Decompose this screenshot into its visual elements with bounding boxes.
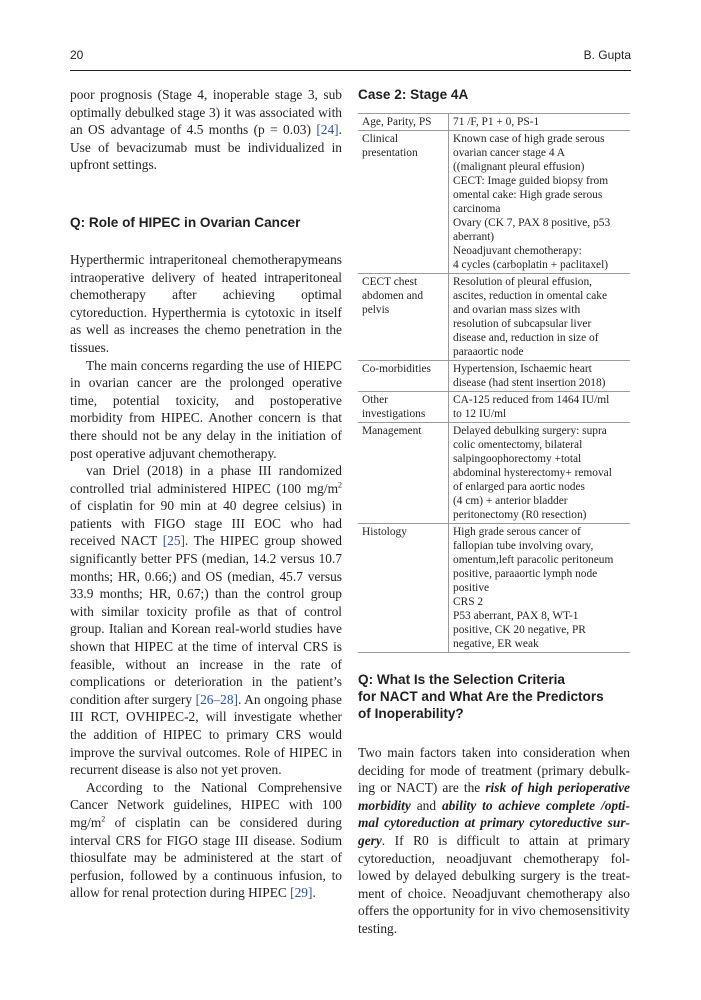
- table-key-line: pelvis: [362, 304, 390, 316]
- table-value-line: positive, CK 20 negative, PR: [453, 624, 586, 636]
- table-value-line: to 12 IU/ml: [453, 408, 507, 420]
- page-header: [70, 46, 631, 71]
- table-value-cell: [449, 524, 631, 653]
- table-value-line: ascites, reduction in omental cake: [453, 290, 608, 302]
- table-value-line: peritonectomy (R0 resection): [453, 509, 587, 521]
- table-value-line: CECT: Image guided biopsy from: [453, 175, 609, 187]
- table-value-line: negative, ER weak: [453, 638, 539, 650]
- table-value-line: P53 aberrant, PAX 8, WT-1: [453, 610, 579, 622]
- table-key-line: Co-morbidities: [362, 363, 431, 375]
- running-head: B. Gupta: [583, 48, 631, 62]
- table-value-line: High grade serous cancer of: [453, 526, 581, 538]
- table-value-line: CA-125 reduced from 1464 IU/ml: [453, 394, 610, 406]
- table-value-line: carcinoma: [453, 203, 501, 215]
- right-column: [358, 86, 630, 938]
- citation-link[interactable]: [25]: [162, 533, 185, 549]
- table-key-line: Management: [362, 425, 422, 437]
- table-value-line: (4 cm) + anterior bladder: [453, 495, 568, 507]
- table-value-cell: [449, 131, 631, 274]
- left-column: [70, 86, 342, 902]
- table-value-line: Ovary (CK 7, PAX 8 positive, p53: [453, 217, 611, 229]
- table-value-cell: [449, 392, 631, 423]
- table-value-line: and ovarian mass sizes with: [453, 304, 581, 316]
- paragraph-selection-criteria: Two main factors taken into consideration when deciding for mode of treatment (primary debulking or NACT) are the risk of high perioperative morbidity and ability to achieve complete /optimal cytoreduction at primary cytoreductive surgery. If R0 is difficult to attain at primary cytoreduction, neoadjuvant chemotherapy followed by delayed debulking surgery is the treatment of choice. Neoadjuvant chemotherapy also offers the opportunity for in vivo chemosensitivity testing.: [358, 745, 631, 936]
- table-value-line: 4 cycles (carboplatin + paclitaxel): [453, 259, 609, 271]
- citation-link[interactable]: [24]: [316, 122, 339, 138]
- paragraph-nccn: According to the National Comprehensive Cancer Network guidelines, HIPEC with 100 $mg/m^2$ of cisplatin can be considered during interval CRS for FIGO stage III disease. Sodium thiosulfate may be administered at the start of perfusion, followed by a continuous infusion, to allow for renal protection during HIPEC [29].: [70, 779, 342, 901]
- table-key-line: Age, Parity, PS: [362, 116, 432, 128]
- table-value-cell: [449, 423, 631, 524]
- table-key-line: Clinical: [362, 133, 399, 145]
- table-value-line: Delayed debulking surgery: supra: [453, 425, 607, 437]
- table-value-line: omental cake: High grade serous: [453, 189, 603, 201]
- table-key-cell: [358, 423, 449, 524]
- table-value-line: paraaortic node: [453, 346, 524, 358]
- table-key-cell: [358, 524, 449, 653]
- table-value-line: Known case of high grade serous: [453, 133, 605, 145]
- citation-link[interactable]: [29]: [290, 885, 313, 901]
- table-key-cell: [358, 114, 449, 131]
- table-row: [358, 131, 630, 274]
- table-key-cell: [358, 361, 449, 392]
- table-value-line: of enlarged para aortic nodes: [453, 481, 585, 493]
- table-value-line: salpingoophorectomy +total: [453, 453, 582, 465]
- section-heading-selection-criteria: Q: What Is the Selection Criteria for NACT and What Are the Predictors of Inoperability?: [358, 672, 604, 721]
- case-title: Case 2: Stage 4A: [358, 87, 469, 102]
- table-value-line: fallopian tube involving ovary,: [453, 540, 594, 552]
- table-value-cell: [449, 361, 631, 392]
- table-key-cell: [358, 392, 449, 423]
- table-key-line: Histology: [362, 526, 407, 538]
- table-value-cell: [449, 114, 631, 131]
- table-value-cell: [449, 274, 631, 361]
- table-row: [358, 524, 630, 653]
- case-table: [358, 113, 630, 653]
- table-value-line: omentum,left paracolic peritoneum: [453, 554, 614, 566]
- paragraph-hipec-definition: Hyperthermic intraperitoneal chemotherapymeans intraoperative delivery of heated intraperitoneal chemotherapy after achieving optimal cytoreduction. Hyperthermia is cytotoxic in itself as well as increases the chemo penetration in the tissues.: [70, 251, 342, 355]
- table-value-line: positive: [453, 582, 490, 594]
- table-value-line: colic omentectomy, bilateral: [453, 439, 583, 451]
- table-key-line: Other: [362, 394, 388, 406]
- paragraph-hipec-concerns: The main concerns regarding the use of HIEPC in ovarian cancer are the prolonged operative time, potential toxicity, and postoperative morbidity from HIPEC. Another concern is that there should not be any delay in the initiation of post operative adjuvant chemotherapy.: [70, 357, 342, 461]
- table-value-line: Neoadjuvant chemotherapy:: [453, 245, 582, 257]
- table-key-cell: [358, 131, 449, 274]
- table-value-line: ((malignant pleural effusion): [453, 161, 585, 173]
- table-row: [358, 392, 630, 423]
- table-value-line: resolution of subcapsular liver: [453, 318, 592, 330]
- table-key-line: CECT chest: [362, 276, 418, 288]
- table-value-line: CRS 2: [453, 596, 484, 608]
- table-key-line: investigations: [362, 408, 426, 420]
- table-value-line: Hypertension, Ischaemic heart: [453, 363, 592, 375]
- table-value-line: positive, paraaortic lymph node: [453, 568, 598, 580]
- table-row: [358, 274, 630, 361]
- paragraph-bevacizumab: poor prognosis (Stage 4, inoperable stage 3, sub optimally debulked stage 3) it was associated with an OS advantage of 4.5 months (p = 0.03) [24]. Use of bevacizumab must be individualized in upfront settings.: [70, 87, 342, 173]
- table-value-line: Resolution of pleural effusion,: [453, 276, 592, 288]
- citation-link[interactable]: [26–28]: [195, 691, 239, 707]
- table-key-line: presentation: [362, 147, 418, 159]
- table-value-line: ovarian cancer stage 4 A: [453, 147, 565, 159]
- section-heading-hipec: Q: Role of HIPEC in Ovarian Cancer: [70, 214, 301, 230]
- table-value-line: 71 /F, P1 + 0, PS-1: [453, 116, 540, 128]
- table-row: [358, 361, 630, 392]
- table-value-line: abdominal hysterectomy+ removal: [453, 467, 612, 479]
- table-value-line: disease (had stent insertion 2018): [453, 377, 606, 389]
- table-key-line: abdomen and: [362, 290, 424, 302]
- table-row: [358, 423, 630, 524]
- table-value-line: disease and, reduction in size of: [453, 332, 599, 344]
- paragraph-van-driel: van Driel (2018) in a phase III randomized controlled trial administered HIPEC (100 $mg/m^2$ of cisplatin for 90 min at 40 degree celsius) in patients with FIGO stage III EOC who had received NACT [25]. The HIPEC group showed significantly better PFS (median, 14.2 versus 10.7 months; HR, 0.66;) and OS (median, 45.7 versus 33.9 months; HR, 0.67;) than the control group with similar toxicity profile as that of control group. Italian and Korean real-world studies have shown that HIPEC at the time of interval CRS is feasible, without an increase in the rate of complications or deterioration in the patient’s condition after surgery [26–28]. An ongoing phase III RCT, OVHIPEC-2, will investigate whether the addition of HIPEC to primary CRS would improve the survival outcomes. Role of HIPEC in recurrent disease is also not yet proven.: [70, 463, 343, 778]
- page-number: 20: [70, 48, 84, 62]
- table-key-cell: [358, 274, 449, 361]
- table-value-line: aberrant): [453, 231, 495, 243]
- table-row: [358, 114, 630, 131]
